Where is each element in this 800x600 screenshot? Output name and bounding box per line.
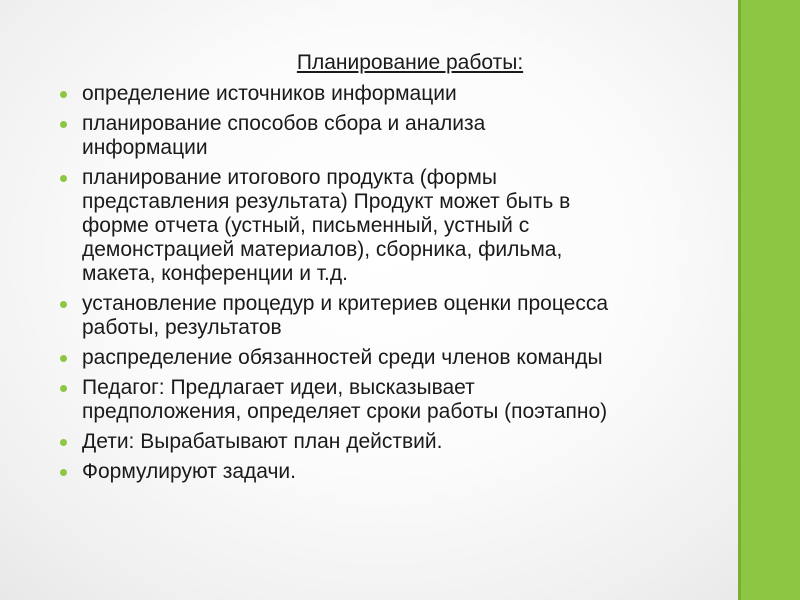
bullet-dot-icon xyxy=(60,121,67,128)
bullet-item xyxy=(60,166,750,286)
bullet-list xyxy=(60,82,750,490)
bullet-dot-icon xyxy=(60,355,67,362)
bullet-text: установление процедур и критериев оценки процесса работы, результатов xyxy=(82,292,609,339)
bullet-text: Педагог: Предлагает идеи, высказывает предположения, определяет сроки работы (поэтапно) xyxy=(82,376,608,423)
bullet-dot-icon xyxy=(60,469,67,476)
bullet-dot-icon xyxy=(60,175,67,182)
bullet-item xyxy=(60,292,750,340)
bullet-text: планирование способов сбора и анализа информации xyxy=(82,112,486,159)
bullet-dot-icon xyxy=(60,301,67,308)
bullet-item xyxy=(60,112,750,160)
bullet-text: распределение обязанностей среди членов команды xyxy=(82,346,603,369)
bullet-text: Формулируют задачи. xyxy=(82,460,296,483)
bullet-text: Дети: Вырабатывают план действий. xyxy=(82,430,443,453)
bullet-dot-icon xyxy=(60,385,67,392)
bullet-dot-icon xyxy=(60,91,67,98)
slide-title: Планирование работы: xyxy=(296,51,524,74)
bullet-item xyxy=(60,346,750,370)
bullet-dot-icon xyxy=(60,439,67,446)
bullet-item xyxy=(60,376,750,424)
bullet-item xyxy=(60,82,750,106)
bullet-text: определение источников информации xyxy=(82,82,457,105)
bullet-item xyxy=(60,430,750,454)
bullet-item xyxy=(60,460,750,484)
bullet-text: планирование итогового продукта (формы представления результата) Продукт может быть в форме отчета (устный, письменный, устный с демонстрацией материалов), сборника, фильма, макета, конференции и т.д. xyxy=(82,166,571,285)
